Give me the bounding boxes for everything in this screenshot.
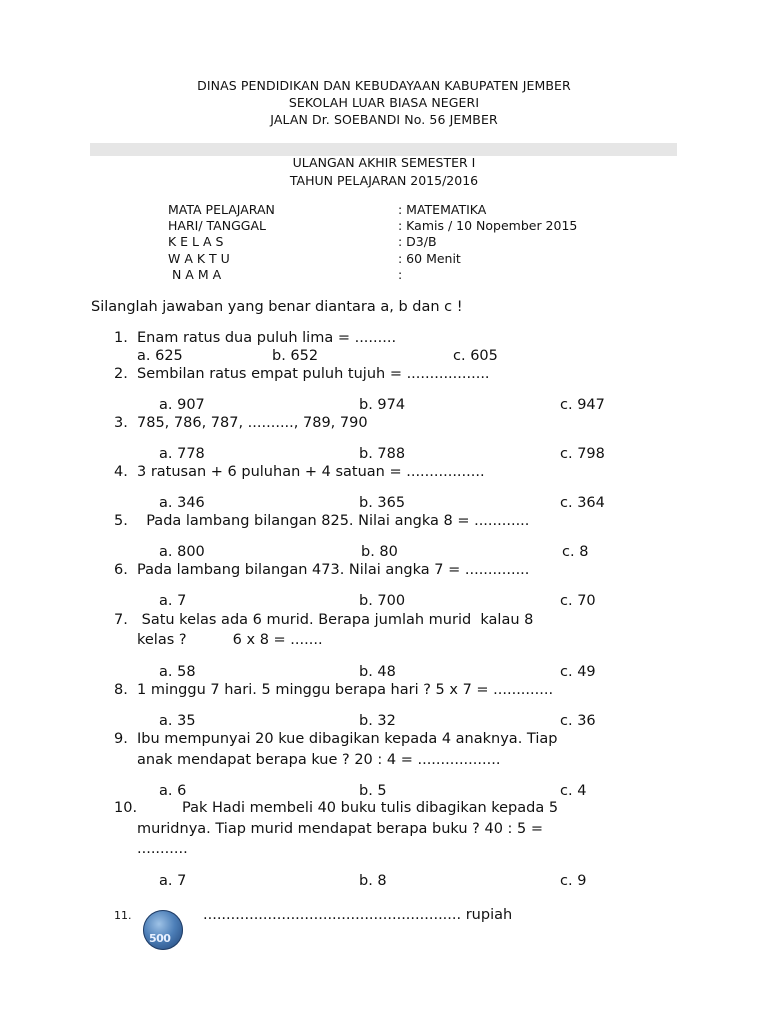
question-text: Sembilan ratus empat puluh tujuh = .................. xyxy=(137,366,490,382)
option-b: b. 80 xyxy=(361,544,398,560)
option-b: b. 8 xyxy=(359,873,387,889)
option-c: c. 605 xyxy=(453,348,498,364)
question-number: 2. xyxy=(114,366,128,382)
info-label: HARI/ TANGGAL xyxy=(168,218,266,233)
question-number: 9. xyxy=(114,731,128,747)
info-value: : 60 Menit xyxy=(398,251,461,266)
exam-year: TAHUN PELAJARAN 2015/2016 xyxy=(289,173,479,188)
option-a: a. 7 xyxy=(159,873,187,889)
instruction: Silanglah jawaban yang benar diantara a, b dan c ! xyxy=(91,299,463,315)
info-value: : D3/B xyxy=(398,234,437,249)
question-number: 4. xyxy=(114,464,128,480)
question-number: 8. xyxy=(114,682,128,698)
question-text: Ibu mempunyai 20 kue dibagikan kepada 4 anaknya. Tiap xyxy=(137,731,558,747)
question-text: ........... xyxy=(137,841,188,857)
option-a: a. 800 xyxy=(159,544,205,560)
coin-500-image xyxy=(143,910,183,950)
question-11-text: ........................................................ rupiah xyxy=(203,907,513,923)
question-number: 5. xyxy=(114,513,128,529)
question-text: 785, 786, 787, .........., 789, 790 xyxy=(137,415,368,431)
option-c: c. 36 xyxy=(560,713,596,729)
question-text: Pada lambang bilangan 825. Nilai angka 8 = ............ xyxy=(137,513,530,529)
question-number: 6. xyxy=(114,562,128,578)
option-a: a. 6 xyxy=(159,783,187,799)
option-a: a. 907 xyxy=(159,397,205,413)
option-a: a. 58 xyxy=(159,664,196,680)
option-c: c. 364 xyxy=(560,495,605,511)
option-a: a. 35 xyxy=(159,713,196,729)
question-text: 1 minggu 7 hari. 5 minggu berapa hari ? 5 x 7 = ............. xyxy=(137,682,554,698)
option-b: b. 700 xyxy=(359,593,406,609)
option-b: b. 652 xyxy=(272,348,319,364)
question-number: 1. xyxy=(114,330,128,346)
question-text: 3 ratusan + 6 puluhan + 4 satuan = ................. xyxy=(137,464,485,480)
option-c: c. 70 xyxy=(560,593,596,609)
option-c: c. 49 xyxy=(560,664,596,680)
option-c: c. 798 xyxy=(560,446,605,462)
info-label: N A M A xyxy=(168,267,222,282)
header-agency: DINAS PENDIDIKAN DAN KEBUDAYAAN KABUPATEN JEMBER xyxy=(197,78,571,93)
coin-label: 500 xyxy=(149,932,171,945)
option-b: b. 365 xyxy=(359,495,406,511)
info-value: : MATEMATIKA xyxy=(398,202,487,217)
question-number: 7. xyxy=(114,612,128,628)
option-b: b. 788 xyxy=(359,446,406,462)
option-c: c. 4 xyxy=(560,783,587,799)
option-b: b. 5 xyxy=(359,783,387,799)
info-value: : xyxy=(398,267,403,282)
question-text: kelas ? 6 x 8 = ....... xyxy=(137,632,323,648)
info-value: : Kamis / 10 Nopember 2015 xyxy=(398,218,578,233)
option-c: c. 8 xyxy=(562,544,589,560)
option-b: b. 974 xyxy=(359,397,406,413)
header-address: JALAN Dr. SOEBANDI No. 56 JEMBER xyxy=(270,112,498,127)
option-a: a. 625 xyxy=(137,348,183,364)
question-text: Pak Hadi membeli 40 buku tulis dibagikan kepada 5 xyxy=(182,800,559,816)
info-label: MATA PELAJARAN xyxy=(168,202,275,217)
exam-title: ULANGAN AKHIR SEMESTER I xyxy=(292,155,476,170)
question-number: 10. xyxy=(114,800,138,816)
question-text: anak mendapat berapa kue ? 20 : 4 = .................. xyxy=(137,752,501,768)
info-label: K E L A S xyxy=(168,234,224,249)
option-a: a. 346 xyxy=(159,495,205,511)
question-number: 11. xyxy=(114,909,132,922)
option-a: a. 7 xyxy=(159,593,187,609)
question-text: muridnya. Tiap murid mendapat berapa buku ? 40 : 5 = xyxy=(137,821,544,837)
question-number: 3. xyxy=(114,415,128,431)
option-c: c. 9 xyxy=(560,873,587,889)
option-c: c. 947 xyxy=(560,397,605,413)
option-a: a. 778 xyxy=(159,446,205,462)
option-b: b. 48 xyxy=(359,664,396,680)
header-school: SEKOLAH LUAR BIASA NEGERI xyxy=(288,95,480,110)
info-label: W A K T U xyxy=(168,251,230,266)
question-text: Enam ratus dua puluh lima = ......... xyxy=(137,330,397,346)
question-text: Satu kelas ada 6 murid. Berapa jumlah murid kalau 8 xyxy=(137,612,534,628)
option-b: b. 32 xyxy=(359,713,396,729)
question-text: Pada lambang bilangan 473. Nilai angka 7 = .............. xyxy=(137,562,530,578)
